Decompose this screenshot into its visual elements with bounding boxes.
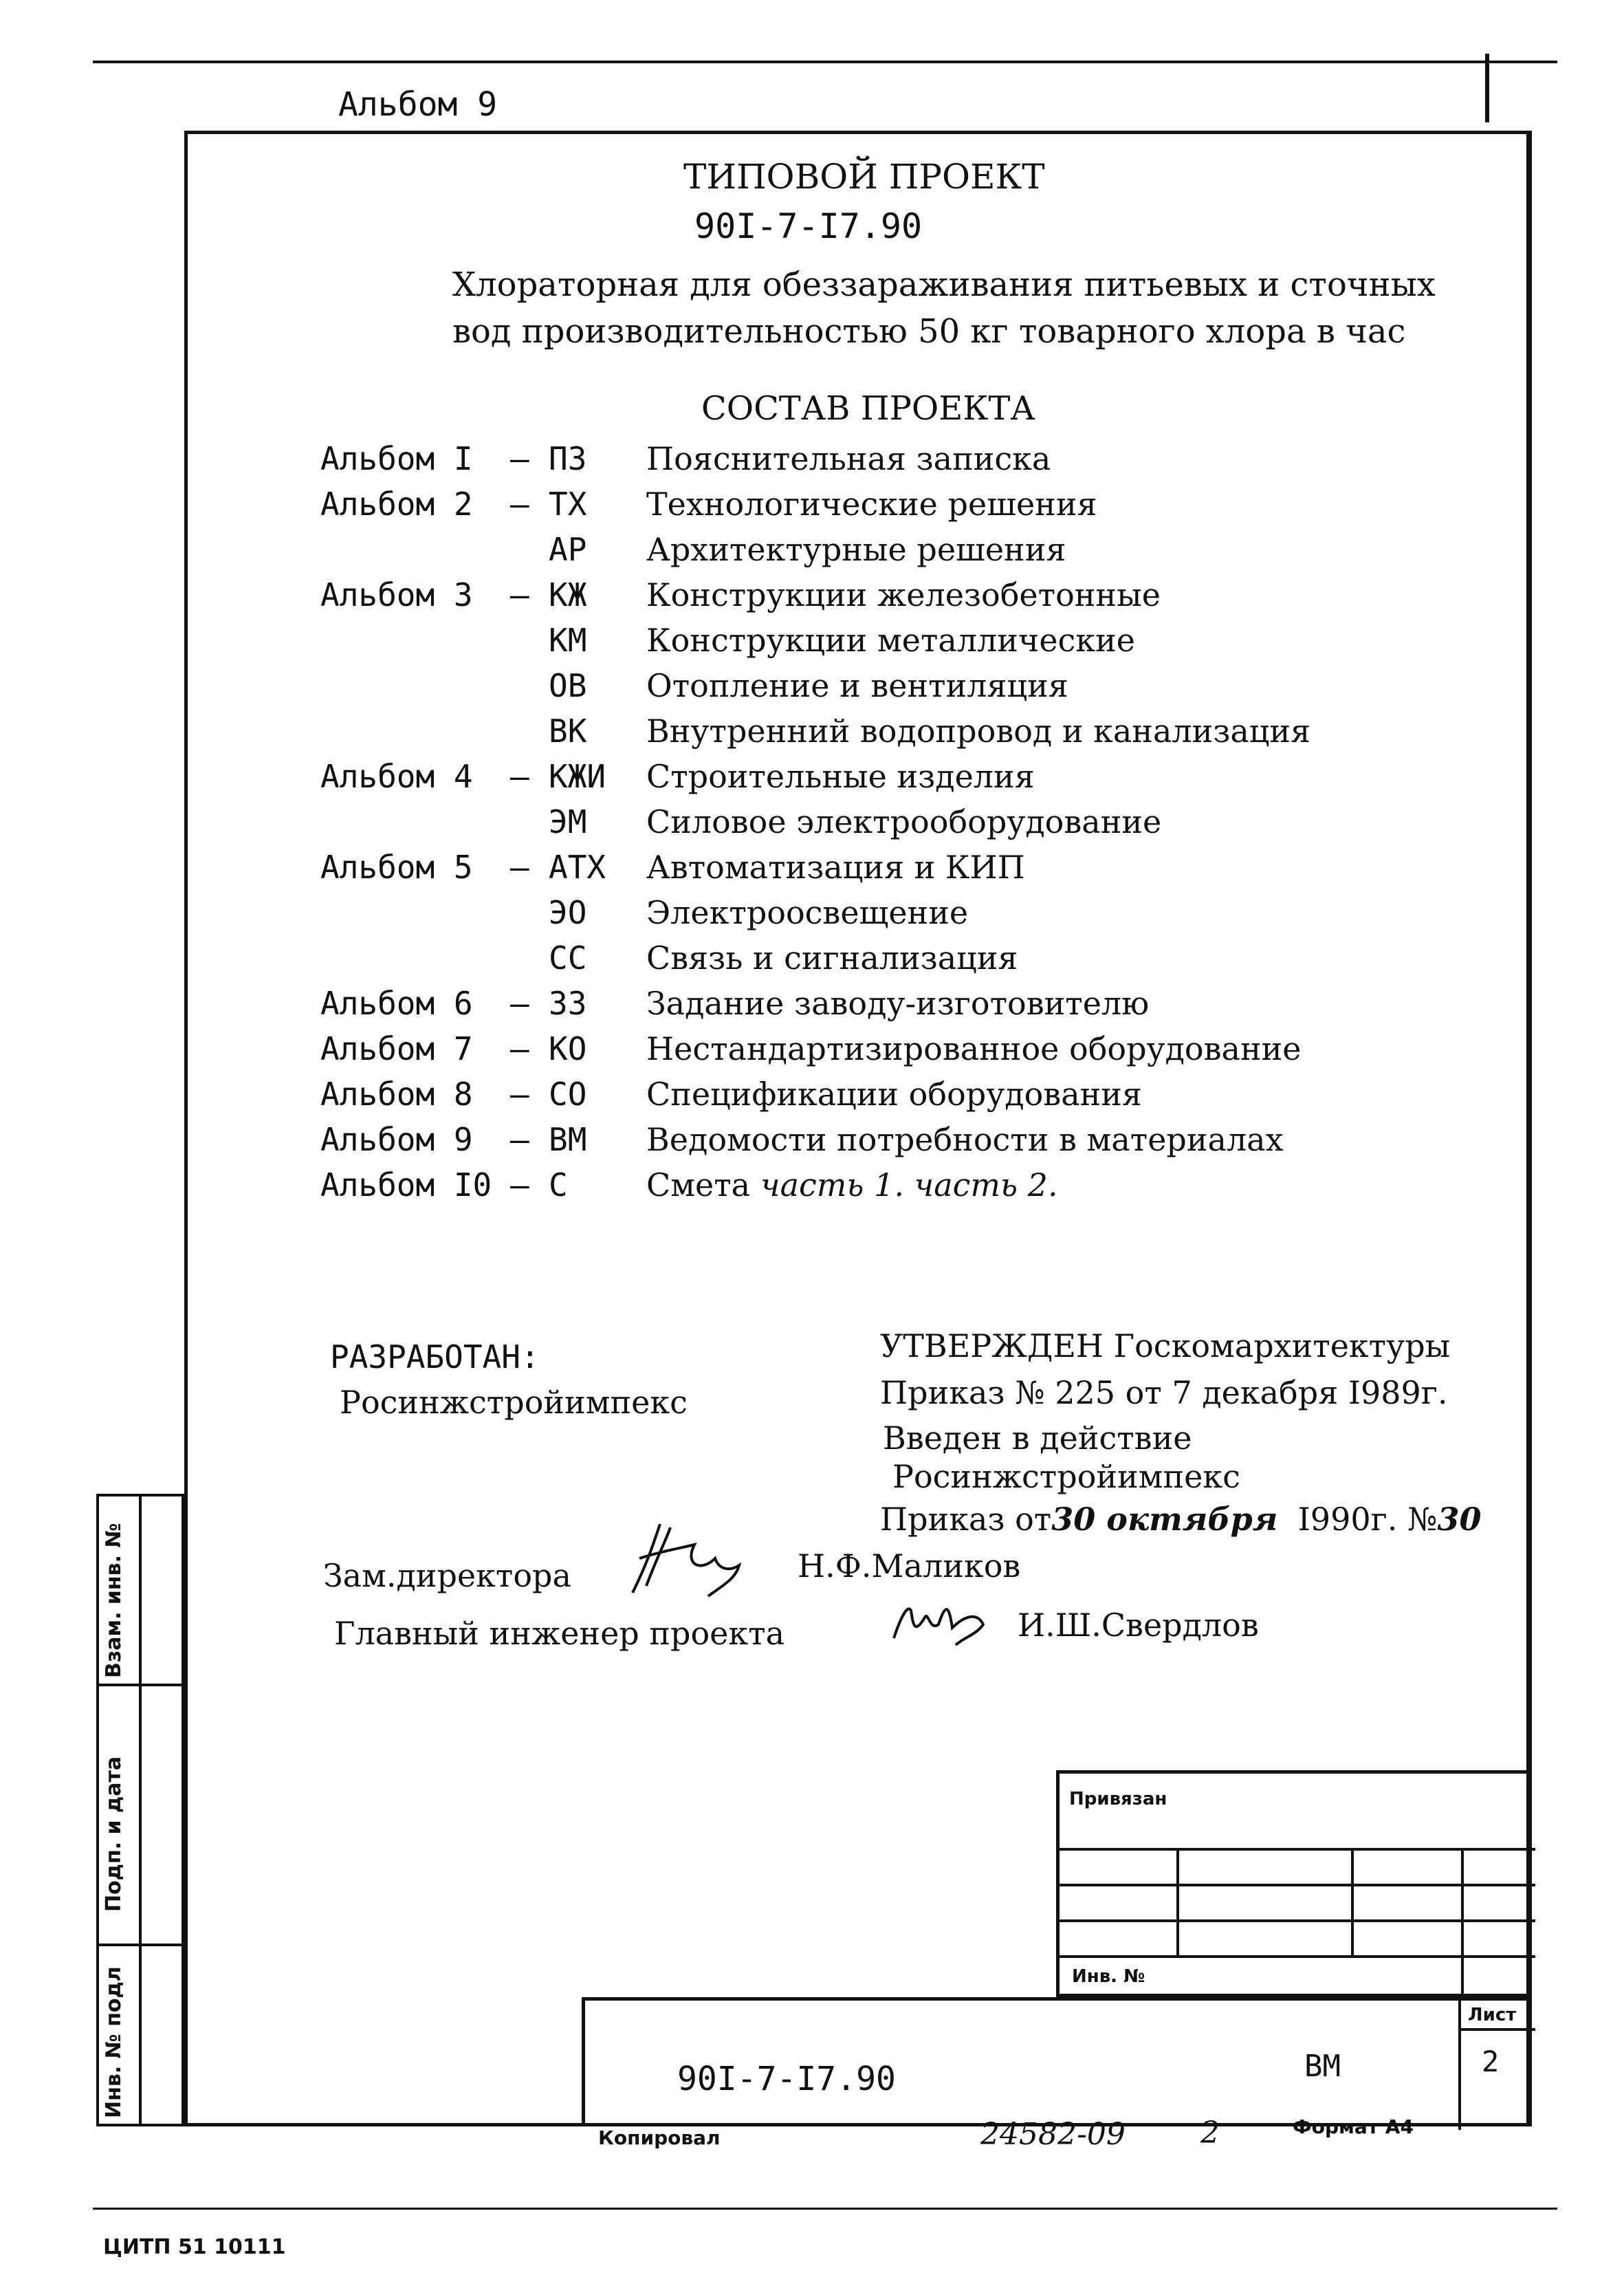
vzam-inv-label: Взам. инв. № — [102, 1523, 126, 1678]
developer-org: Росинжстройимпекс — [340, 1384, 688, 1421]
title-number: 90I-7-I7.90 — [694, 206, 923, 246]
smeta-handwritten-note: часть 1. часть 2. — [760, 1166, 1058, 1204]
privyazan-label: Привязан — [1069, 1789, 1167, 1809]
approval-order-prefix: Приказ от — [880, 1501, 1052, 1538]
list-value: 2 — [1482, 2045, 1500, 2078]
approval-line3: Введен в действие — [883, 1419, 1192, 1457]
developer-label: РАЗРАБОТАН: — [330, 1338, 540, 1375]
album-header: Альбом 9 — [338, 85, 498, 124]
print-mark: ЦИТП 51 10111 — [103, 2235, 286, 2259]
approval-line2: Приказ № 225 от 7 декабря I989г. — [880, 1374, 1448, 1411]
kopiroval-label: Копировал — [598, 2126, 721, 2149]
top-right-tick — [1485, 54, 1489, 122]
composition-heading: СОСТАВ ПРОЕКТА — [701, 389, 1035, 428]
bottom-rule — [93, 2208, 1557, 2210]
top-rule — [93, 61, 1557, 63]
title-strip — [582, 1997, 1532, 2126]
inv-podl-label: Инв. № подл — [102, 1966, 126, 2118]
approval-line5 — [880, 1501, 1482, 1538]
chief-signature — [887, 1597, 990, 1652]
inv-no-label: Инв. № — [1072, 1966, 1145, 1987]
chief-title: Главный инженер проекта — [334, 1615, 785, 1652]
format-label: Формат А4 — [1293, 2115, 1414, 2138]
deputy-signature — [619, 1517, 756, 1600]
approval-line1: УТВЕРЖДЕН Госкомархитектуры — [880, 1327, 1451, 1364]
podp-data-label: Подп. и дата — [102, 1756, 126, 1912]
approval-hand-number: 30 — [1437, 1501, 1482, 1538]
composition-list: Альбом I – ПЗ Пояснительная записка Альбом 2 – ТХ Технологические решения АР Архитектурные решения Альбом 3 – КЖ Конструкции железобетонные КМ Конструкции металлические ОВ Отопление и вентиляция ВК Внутренний водопровод и канализация Альбом 4 – КЖИ Строительные изделия ЭМ Силовое электрооборудование Альбом 5 – АТХ Автоматизация и КИП ЭО Электроосвещение СС Связь и сигнализация Альбом 6 – ЗЗ Задание заводу-изготовителю Альбом 7 – КО Нестандартизированное оборудование Альбом 8 – СО Спецификации оборудования Альбом 9 – ВМ Ведомости потребности в материалах Альбом I0 – С Смета часть 1. часть 2. — [320, 440, 1311, 1204]
title-description-line2: вод производительностью 50 кг товарного хлора в час — [452, 312, 1406, 351]
footer-hand-number: 24582-09 — [980, 2117, 1126, 2152]
approval-line4: Росинжстройимпекс — [892, 1458, 1240, 1495]
approval-year: I990г. № — [1297, 1501, 1438, 1538]
deputy-name: Н.Ф.Маликов — [798, 1547, 1021, 1585]
chief-name: И.Ш.Свердлов — [1018, 1607, 1259, 1644]
title-label: ТИПОВОЙ ПРОЕКТ — [683, 157, 1045, 197]
binding-stamp — [1056, 1770, 1532, 1997]
doc-code: ВМ — [1304, 2049, 1341, 2084]
footer-hand-page: 2 — [1200, 2115, 1220, 2151]
list-label: Лист — [1468, 2005, 1517, 2025]
doc-number: 90I-7-I7.90 — [677, 2060, 896, 2098]
title-description-line1: Хлораторная для обеззараживания питьевых и сточных — [452, 265, 1436, 304]
deputy-title: Зам.директора — [323, 1557, 571, 1594]
approval-hand-date: 30 октября — [1051, 1501, 1278, 1538]
